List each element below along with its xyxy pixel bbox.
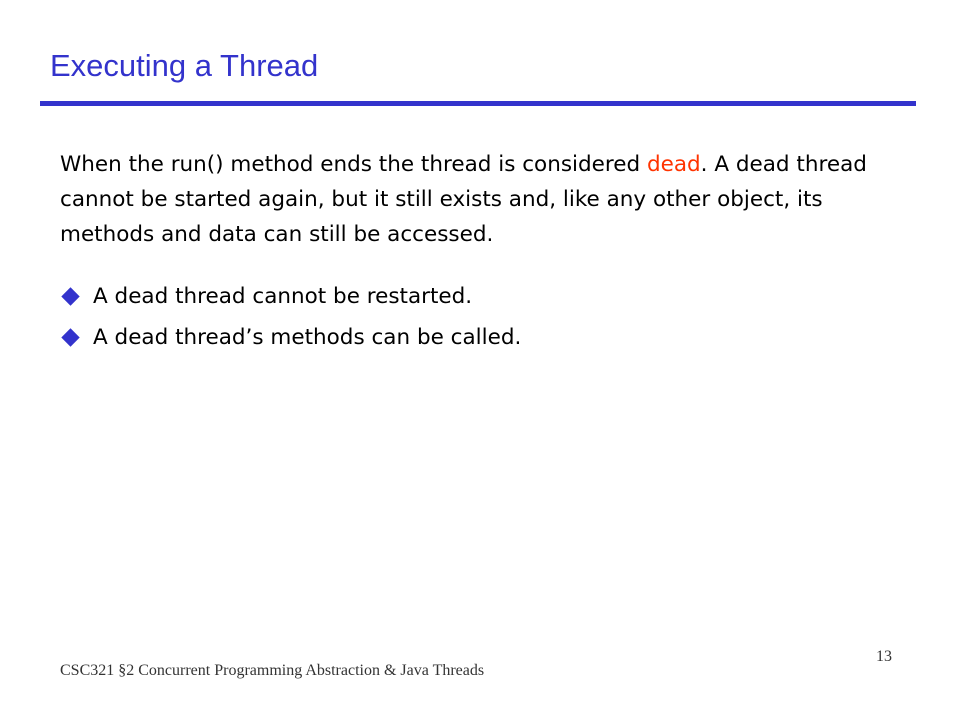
- slide-title: Executing a Thread: [50, 48, 319, 83]
- bullet-item: [60, 320, 521, 355]
- diamond-bullet-icon: [61, 328, 79, 346]
- body-paragraph: [60, 147, 920, 252]
- title-underline: [40, 101, 916, 106]
- page-number: 13: [876, 648, 892, 665]
- bullet-text: A dead thread cannot be restarted.: [93, 284, 473, 309]
- paragraph-emphasis: dead: [646, 152, 701, 177]
- paragraph-text-after: . A dead thread cannot be started again, but it still exists and, like any other object, its methods and data can still be accessed.: [60, 152, 867, 247]
- bullet-item: [60, 279, 521, 314]
- diamond-bullet-icon: [61, 287, 79, 305]
- bullet-list: [60, 279, 521, 361]
- bullet-text: A dead thread’s methods can be called.: [93, 325, 522, 350]
- slide-footer: CSC321 §2 Concurrent Programming Abstraction & Java Threads: [60, 662, 485, 679]
- paragraph-text-before: When the run() method ends the thread is considered: [60, 152, 647, 177]
